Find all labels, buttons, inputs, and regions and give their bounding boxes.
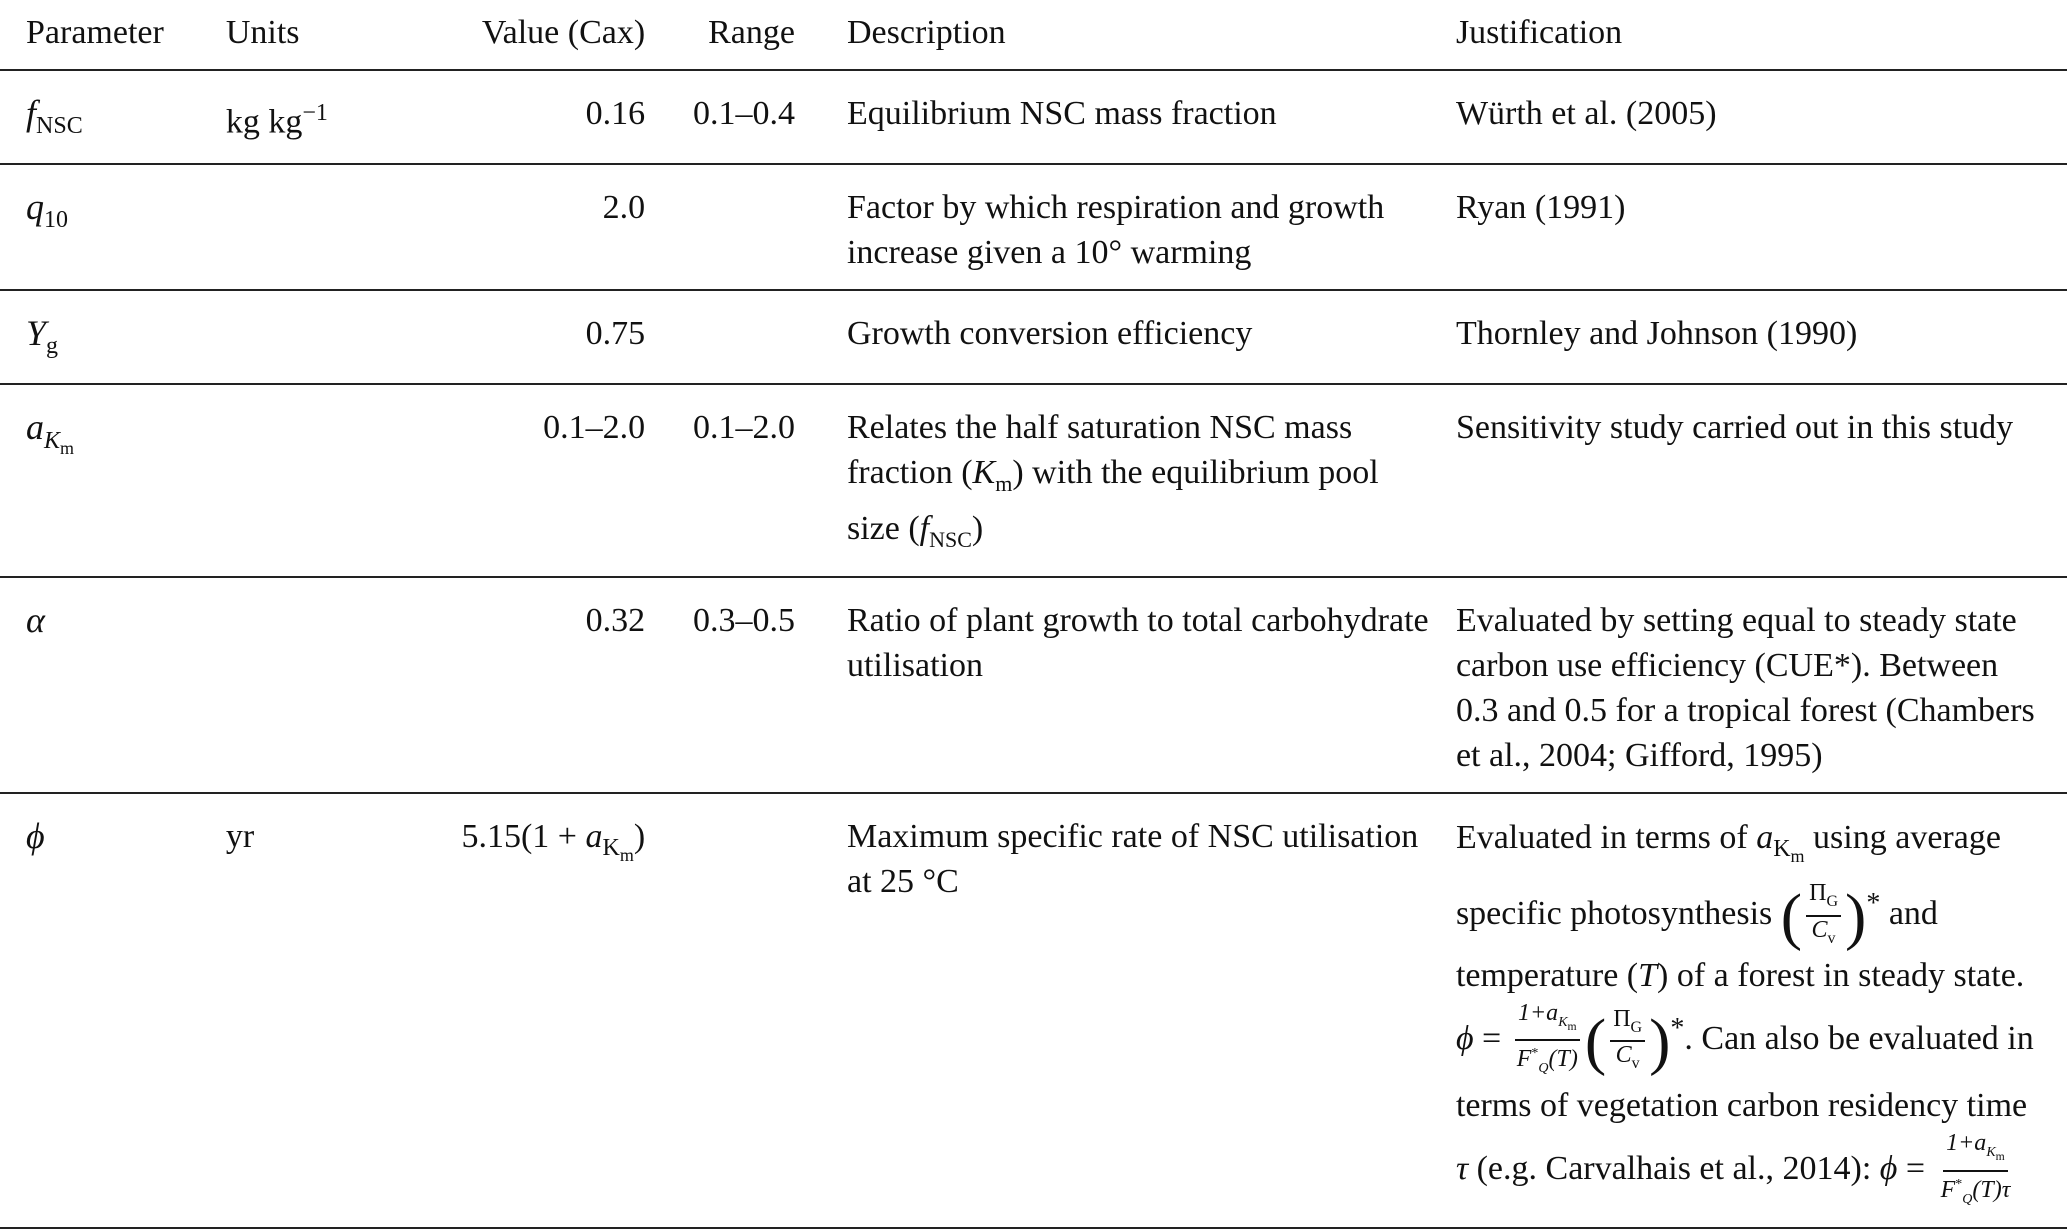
units-cell <box>226 290 366 384</box>
justification-cell: Sensitivity study carried out in this study <box>1455 409 2014 447</box>
justification-cell: Evaluated in terms of $a_{K_m}$ using average specific photosynthesis ( $\frac{\Pi_G}{C_v}$ )* and temperature (T) of a forest in steady state. ϕ = $\frac{1+a_{K_m}}{F^*_Q(T)}$ ( $\frac{\Pi_G}{C_v}$ )*. Can also be evaluated in terms of vegetation carbon residency time τ (e.g. Carvalhais et al., 2014): ϕ = $\frac{1+a_{K_m}}{F^*_Q(T)\tau}$ <box>1456 793 2067 1228</box>
phi-formula-fraction: $\frac{1+a_{K_m}}{F^*_Q(T)}$ <box>1516 999 1578 1077</box>
param-cell <box>0 793 226 1228</box>
description-cell: Maximum specific rate of NSC utilisation at 25 °C <box>846 817 1419 900</box>
justification-cell: Evaluated by setting equal to steady state carbon use efficiency (CUE*). Between 0.3 and 0.5 for a tropical forest (Chambers et al., 2004; Gifford, 1995) <box>1455 601 2035 774</box>
header-value: Value (Cax) <box>481 14 646 51</box>
units-cell: kg $kg^{-1}$ <box>225 100 328 141</box>
table-row <box>0 384 2067 577</box>
header-justification: Justification <box>1455 14 1623 51</box>
range-cell <box>645 290 803 384</box>
description-cell: Equilibrium NSC mass fraction <box>846 95 1277 132</box>
description-cell: Factor by which respiration and growth increase given a 10° warming <box>846 189 1385 272</box>
table-row <box>0 577 2067 793</box>
table-row <box>0 70 2067 164</box>
description-cell: Growth conversion efficiency <box>846 315 1253 353</box>
table-row <box>0 793 2067 1228</box>
range-cell: 0.1–2.0 <box>692 409 795 447</box>
range-cell: 0.1–0.4 <box>692 95 795 132</box>
table-header-row <box>0 0 2067 70</box>
param-symbol: ϕ <box>26 815 45 856</box>
value-cell: $5.15(1 + a_{K_m})$ <box>461 817 646 865</box>
range-cell <box>645 793 803 1228</box>
param-symbol: α <box>26 599 45 640</box>
table-row <box>0 290 2067 384</box>
value-cell: 2.0 <box>602 189 646 227</box>
description-cell: Ratio of plant growth to total carbohydrate utilisation <box>846 601 1429 684</box>
header-parameter: Parameter <box>26 14 164 51</box>
justification-cell: Thornley and Johnson (1990) <box>1455 315 1858 353</box>
units-cell: yr <box>225 817 255 855</box>
phi-tau-fraction: $\frac{1+a_{K_m}}{F^*_Q(T)\tau}$ <box>1940 1130 2011 1207</box>
param-cell <box>0 164 226 290</box>
value-cell: 0.1–2.0 <box>543 409 646 447</box>
description-cell: Relates the half saturation NSC mass fraction $(K_m)$ with the equilibrium pool size $(f_{NSC})$ <box>846 409 1379 552</box>
header-range: Range <box>708 14 795 51</box>
value-cell: 0.32 <box>585 601 646 639</box>
range-cell: 0.3–0.5 <box>692 601 795 639</box>
table-row <box>0 164 2067 290</box>
param-cell <box>0 577 226 793</box>
justification-cell: Würth et al. (2005) <box>1455 95 1717 132</box>
param-symbol: $q_{10}$ <box>26 187 68 234</box>
param-symbol: $a_{K_m}$ <box>26 407 75 458</box>
header-description: Description <box>846 14 1006 51</box>
param-symbol: $Y_g$ <box>26 313 59 360</box>
param-symbol: $f_{NSC}$ <box>26 93 83 140</box>
value-cell: 0.16 <box>585 95 646 132</box>
header-units: Units <box>225 14 300 51</box>
param-cell <box>0 70 226 164</box>
value-cell: 0.75 <box>585 315 646 353</box>
param-cell <box>0 290 226 384</box>
photosynthesis-ratio-2: ( $\frac{\Pi_G}{C_v}$ )* <box>1584 1005 1685 1077</box>
units-cell <box>226 384 366 577</box>
range-cell <box>645 164 803 290</box>
justification-cell: Ryan (1991) <box>1455 189 1626 227</box>
param-cell <box>0 384 226 577</box>
units-cell <box>226 577 366 793</box>
units-cell <box>226 164 366 290</box>
photosynthesis-ratio: ( $\frac{\Pi_G}{C_v}$ )* <box>1780 880 1881 952</box>
